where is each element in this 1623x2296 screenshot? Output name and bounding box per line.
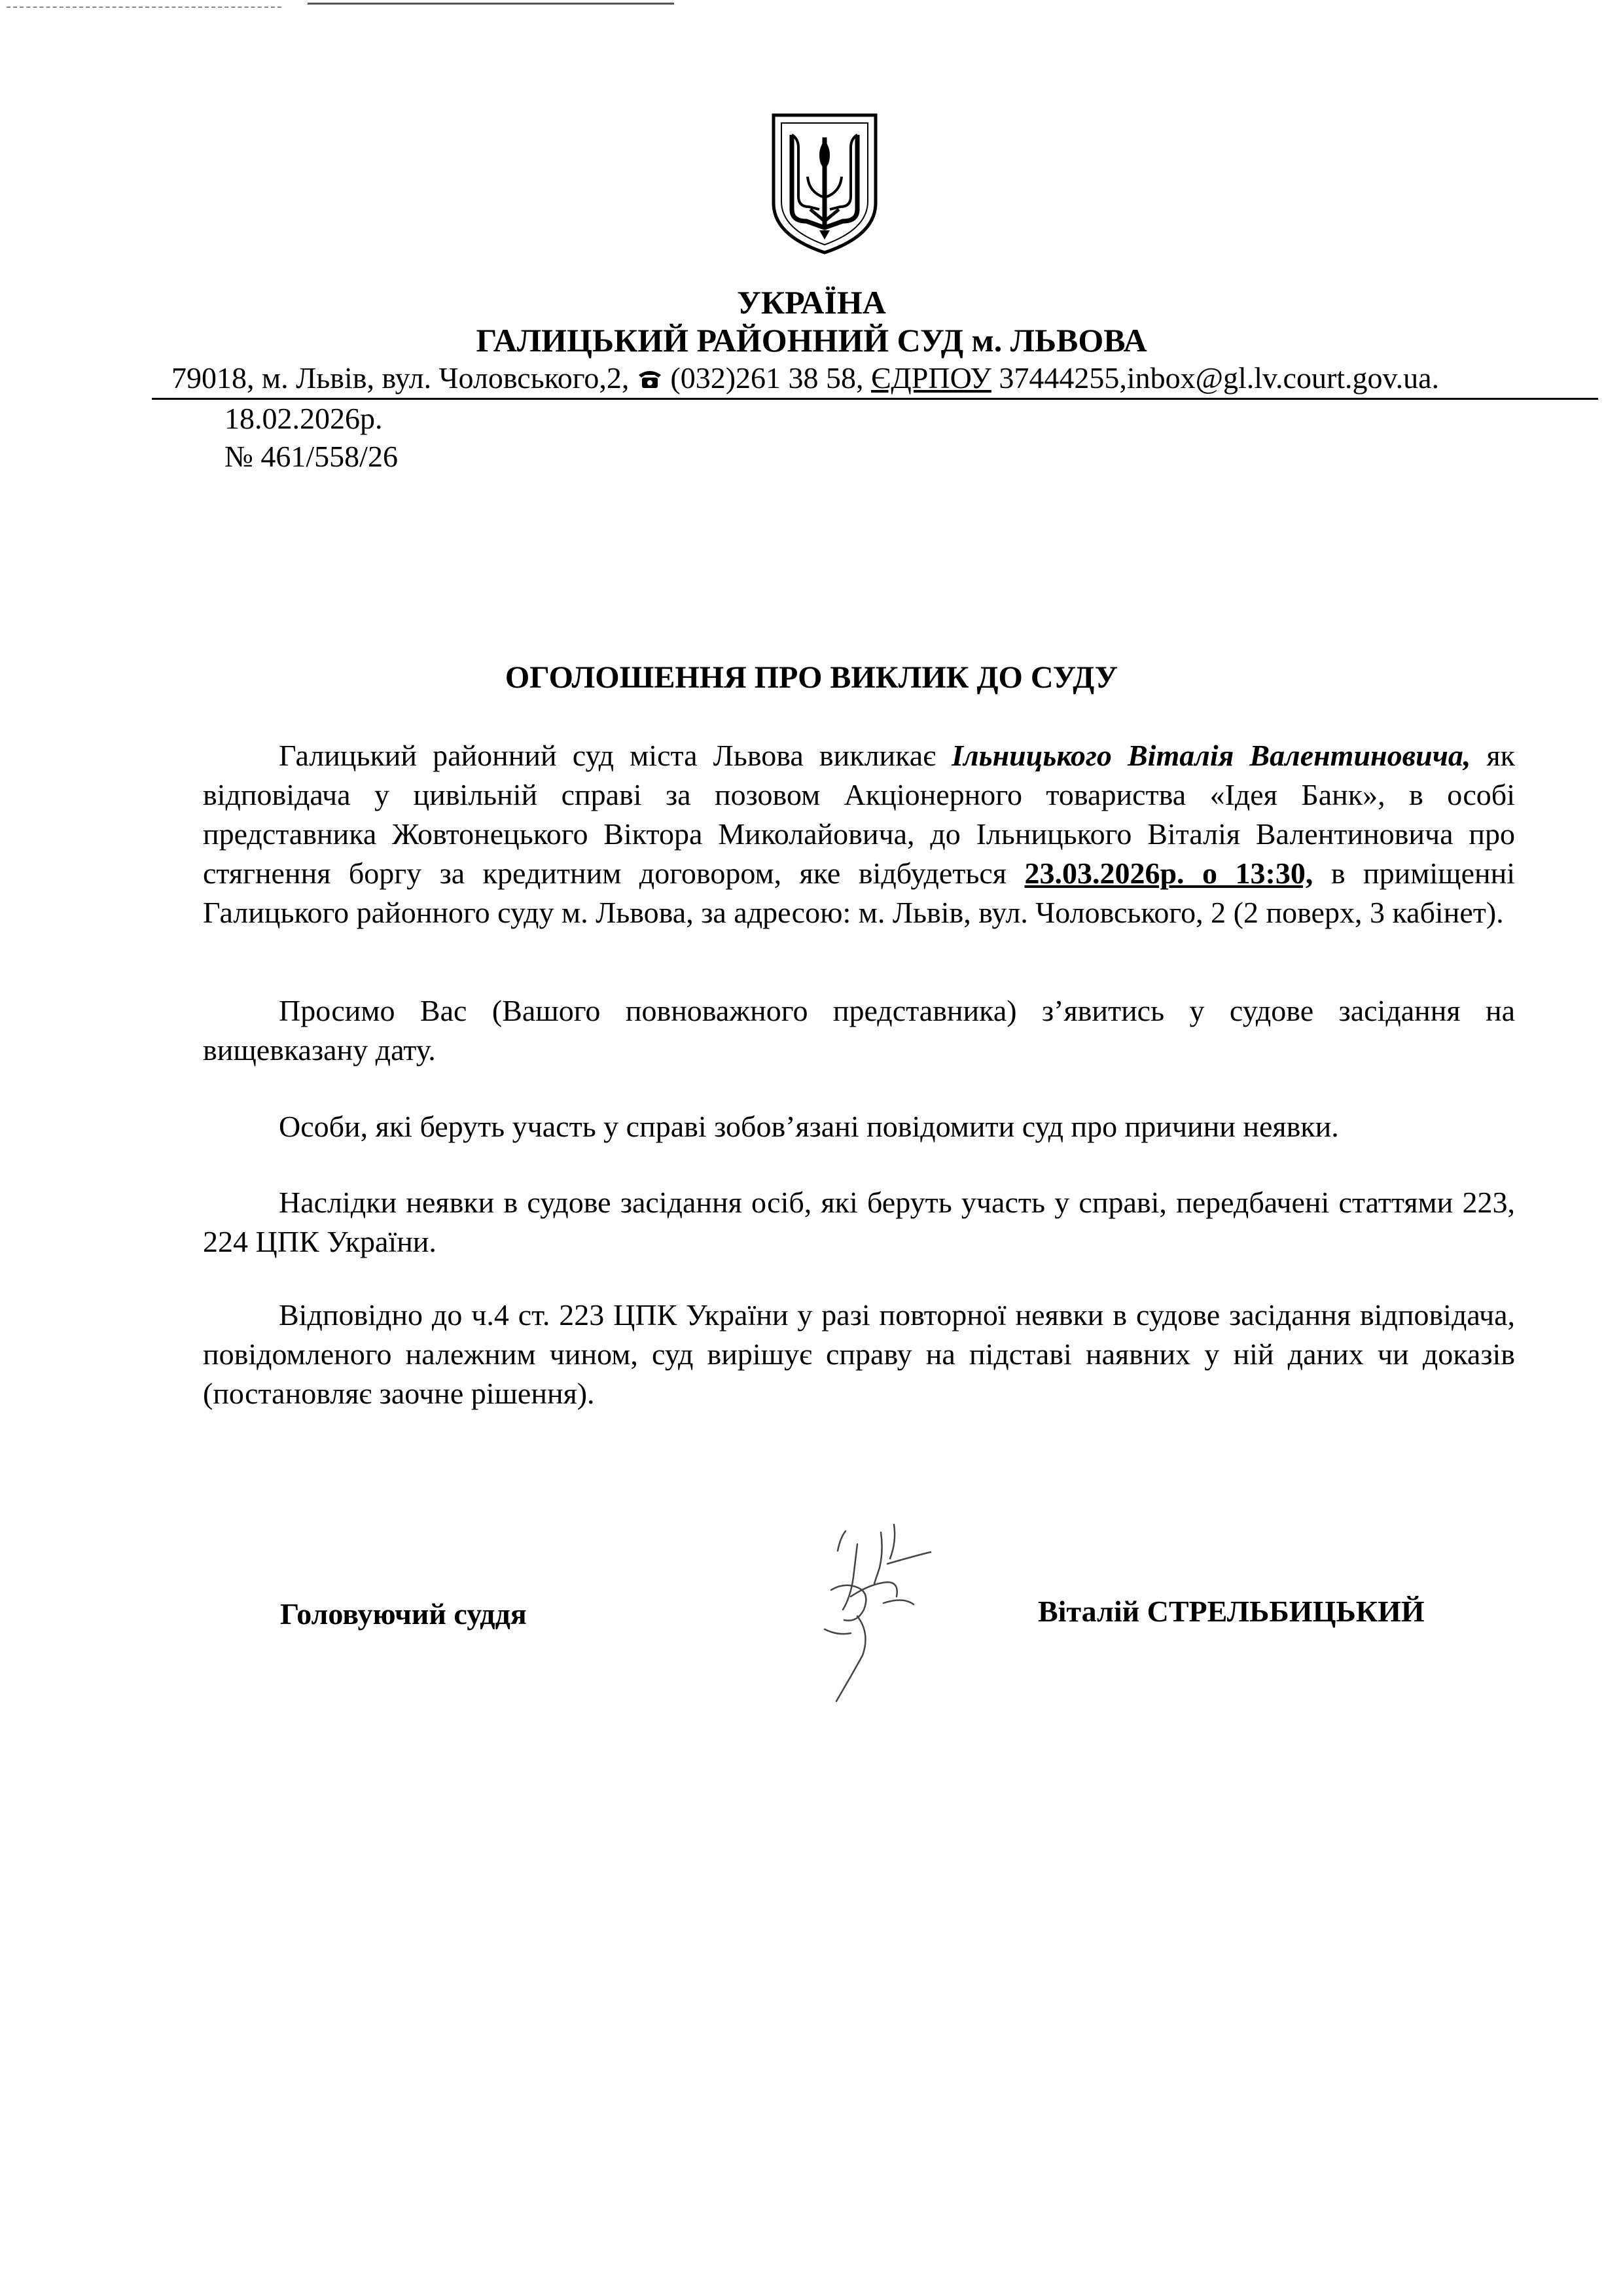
coat-of-arms-icon — [770, 111, 880, 256]
scan-artifact-line — [7, 7, 281, 8]
phone-number: (032)261 38 58, — [670, 361, 864, 395]
handwritten-signature — [759, 1505, 982, 1714]
court-address-line — [171, 359, 1578, 398]
telephone-icon — [637, 367, 663, 389]
scan-artifact-line — [308, 3, 674, 5]
edrpou-label: ЄДРПОУ — [871, 361, 991, 395]
paragraph-text: Галицький районний суд міста Львова викликає — [279, 739, 952, 772]
paragraph-text: як відповідача у цивільній справі за позовом Акціонерного товариства «Ідея Банк», в особі представника Жовтонецького Віктора Миколайовича, до Ільницького Віталія Валентиновича про стягнення боргу за кредитним договором, яке відбудеться — [203, 739, 1515, 890]
hearing-datetime: 23.03.2026р. о 13:30, — [1024, 857, 1313, 890]
notice-title: ОГОЛОШЕННЯ ПРО ВИКЛИК ДО СУДУ — [505, 660, 1118, 695]
case-number: № 461/558/26 — [224, 440, 398, 473]
paragraph-text: Особи, які беруть участь у справі зобов’язані повідомити суд про причини неявки. — [279, 1110, 1339, 1143]
paragraph-text: Наслідки неявки в судове засідання осіб, які беруть участь у справі, передбачені статтями 223, 224 ЦПК України. — [203, 1186, 1515, 1258]
paragraph-text: Просимо Вас (Вашого повноважного представника) з’явитись у судове засідання на вищевказану дату. — [203, 994, 1515, 1067]
defendant-name: Ільницького Віталія Валентиновича, — [952, 739, 1471, 772]
notification-duty-paragraph — [203, 1107, 1515, 1146]
document-date: 18.02.2026р. — [224, 402, 383, 435]
address-text: 79018, м. Львів, вул. Чоловського,2, — [171, 361, 630, 395]
court-heading: ГАЛИЦЬКИЙ РАЙОННИЙ СУД м. ЛЬВОВА — [476, 322, 1147, 359]
summons-paragraph — [203, 736, 1515, 932]
edrpou-and-email: 37444255,inbox@gl.lv.court.gov.ua. — [999, 361, 1439, 395]
header-divider — [152, 398, 1598, 400]
judge-role: Головуючий суддя — [280, 1597, 527, 1631]
consequences-paragraph — [203, 1183, 1515, 1262]
paragraph-text: в приміщенні Галицького районного суду м. Львова, за адресою: м. Львів, вул. Чоловського, 2 (2 поверх, 3 кабінет). — [203, 857, 1516, 929]
appearance-request-paragraph — [203, 991, 1515, 1070]
judge-name: Віталій СТРЕЛЬБИЦЬКИЙ — [1038, 1595, 1425, 1628]
repeated-absence-paragraph — [203, 1296, 1515, 1413]
paragraph-text: Відповідно до ч.4 ст. 223 ЦПК України у разі повторної неявки в судове засідання відповідача, повідомленого належним чином, суд вирішує справу на підставі наявних у ній даних чи доказів (постановляє заочне рішення). — [203, 1298, 1515, 1410]
country-heading: УКРАЇНА — [737, 284, 886, 321]
